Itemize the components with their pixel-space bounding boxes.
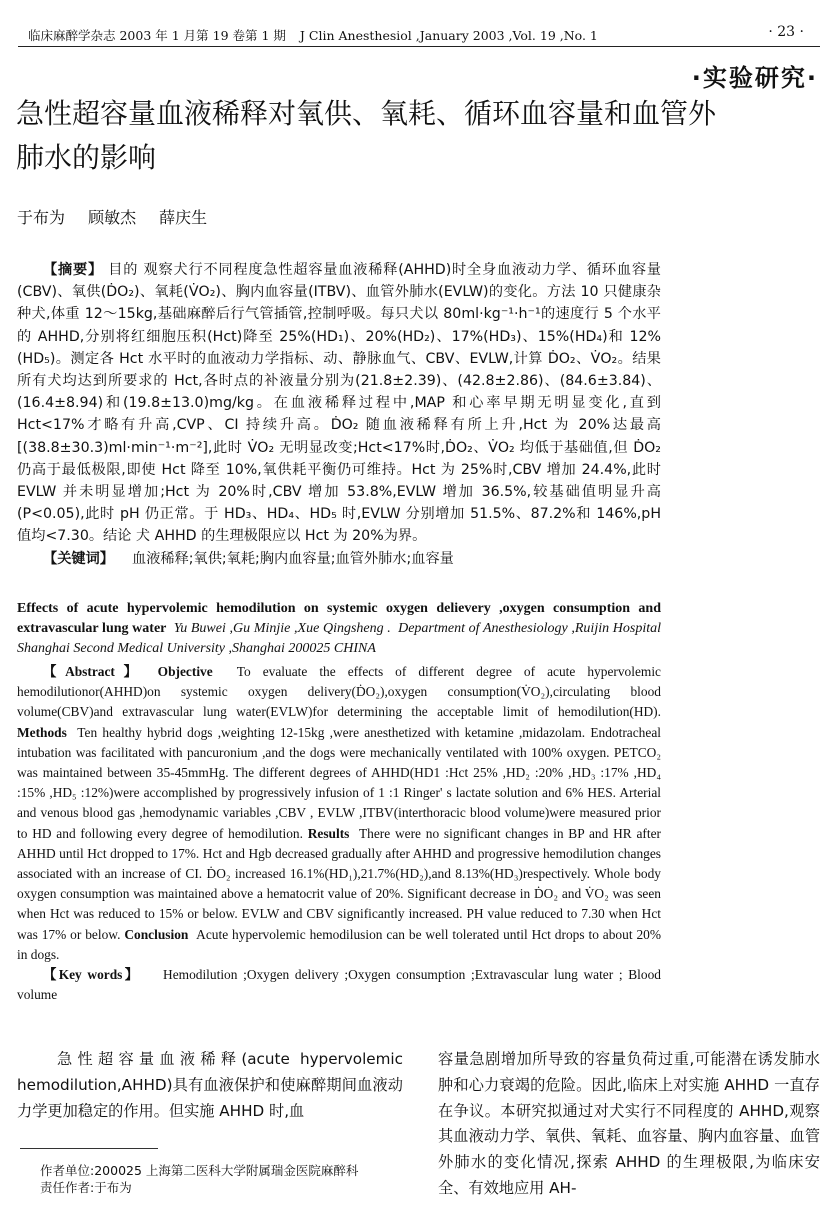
running-header	[18, 24, 820, 47]
methods-text: Ten healthy hybrid dogs ,weighting 12-15kg ,were anesthetized with ketamine ,midazolam. Endotracheal intubation was facilitated with pancuronium ,and the dogs were mechanically ventilated with 100% oxygen. PETCO₂ was maintained between 35-45mmHg. The different degrees of AHHD(HD1 :Hct 25% ,HD₂ :20% ,HD₃ :17% ,HD₄ :15% ,HD₅ :12%)were accomplished by progressively infusion of 1 :1 Ringer' s lactate solution and 6% HES. Arterial and venous blood gas ,hemodynamic variables ,CBV , EVLW ,ITBV(interthoracic blood volume)were measured prior to HD and following every degree of hemodilution.	[17, 724, 661, 841]
chinese-abstract	[17, 259, 661, 570]
footnote	[40, 1162, 358, 1196]
objective-text: To evaluate the effects of different degree of acute hypervolemic hemodilutionor(AHHD)on systemic oxygen delivery(ḊO₂),oxygen consumption(V̇O₂),circulating blood volume(CBV)and extravascular lung water(EVLW)for determining the acceptable limit of hemodilution(HD).	[17, 664, 661, 720]
cn-abstract-paragraph	[17, 259, 661, 548]
body-text-right-column: 容量急剧增加所导致的容量负荷过重,可能潜在诱发肺水肿和心力衰竭的危险。因此,临床上对实施 AHHD 一直存在争议。本研究拟通过对犬实行不同程度的 AHHD,观察其血液动力学、氧供、氧耗、血容量、胸内血容量、血管外肺水的变化情况,探索 AHHD 的生理极限,为临床安全、有效地应用 AH-	[438, 1050, 820, 1197]
english-title: Effects of acute hypervolemic hemodilution on systemic oxygen delievery ,oxygen consumption and extravascular lung water	[17, 601, 661, 636]
english-title-block	[17, 599, 661, 659]
en-keywords	[17, 965, 661, 1005]
cn-keywords-label: 【关键词】	[43, 550, 114, 567]
objective-label: Objective	[157, 664, 213, 679]
methods-label: Methods	[17, 724, 67, 740]
article-title: 急性超容量血液稀释对氧供、氧耗、循环血容量和血管外肺水的影响	[16, 97, 717, 174]
journal-en: J Clin Anesthesiol ,January 2003 ,Vol. 19 ,No. 1	[299, 28, 598, 43]
page-number: · 23 ·	[768, 24, 804, 40]
en-keywords-text: Hemodilution ;Oxygen delivery ;Oxygen consumption ;Extravascular lung water ; Blood volume	[17, 967, 661, 1003]
english-abstract	[17, 662, 661, 1005]
journal-citation	[28, 26, 612, 44]
body-text-left-column: 急性超容量血液稀释(acute hypervolemic hemodilution,AHHD)具有血液保护和使麻醉期间血液动力学更加稳定的作用。但实施 AHHD 时,血	[17, 1050, 403, 1120]
section-label: ·实验研究·	[691, 64, 818, 92]
cn-keywords	[17, 548, 661, 570]
footnote-corresponding: 责任作者:于布为	[40, 1180, 132, 1195]
en-abstract-label: 【Abstract】	[43, 664, 146, 679]
results-label: Results	[307, 825, 350, 841]
conclusion-text: Acute hypervolemic hemodilusion can be well tolerated until Hct drops to about 20% in dogs.	[17, 926, 661, 962]
cn-abstract-text: 目的 观察犬行不同程度急性超容量血液稀释(AHHD)时全身血液动力学、循环血容量(CBV)、氧供(ḊO₂)、氧耗(V̇O₂)、胸内血容量(ITBV)、血管外肺水(EVLW)的变化。方法 10 只健康杂种犬,体重 12～15kg,基础麻醉后行气管插管,控制呼吸。每只犬以 80ml·kg⁻¹·h⁻¹的速度行 5 个水平的 AHHD,分别将红细胞压积(Hct)降至 25%(HD₁)、20%(HD₂)、17%(HD₃)、15%(HD₄)和 12%(HD₅)。测定各 Hct 水平时的血液动力学指标、动、静脉血气、CBV、EVLW,计算 ḊO₂、V̇O₂。结果 所有犬均达到所要求的 Hct,各时点的补液量分别为(21.8±2.39)、(42.8±2.86)、(84.6±3.84)、(16.4±8.94)和(19.8±13.0)mg/kg。在血液稀释过程中,MAP 和心率早期无明显变化,直到 Hct<17%才略有升高,CVP、CI 持续升高。ḊO₂ 随血液稀释有所上升,Hct 为 20%达最高[(38.8±30.3)ml·min⁻¹·m⁻²],此时 V̇O₂ 无明显改变;Hct<17%时,ḊO₂、V̇O₂ 均低于基础值,但 ḊO₂ 仍高于最低极限,即使 Hct 降至 10%,氧供耗平衡仍可维持。Hct 为 25%时,CBV 增加 24.4%,此时 EVLW 并未明显增加;Hct 为 20%时,CBV 增加 53.8%,EVLW 增加 36.5%,较基础值明显升高(P<0.05),此时 pH 仍正常。于 HD₃、HD₄、HD₅ 时,EVLW 分别增加 51.5%、87.2%和 146%,pH 值均<7.30。结论 犬 AHHD 的生理极限应以 Hct 为 20%为界。	[17, 262, 661, 545]
en-abstract-paragraph	[17, 662, 661, 965]
results-text: There were no significant changes in BP and HR after AHHD until Hct dropped to 17%. Hct and Hgb decreased gradually after AHHD and progressive hemodilution changes associated with an increase of CI. ḊO₂ increased 16.1%(HD₁),21.7%(HD₂),and 8.13%(HD₃)respectively. Whole body oxygen consumption was maintained above a hematocrit value of 20%. Significant decrease in ḊO₂ and V̇O₂ was seen when Hct was reduced to 15% or below. EVLW and CBV significantly increased. PH value reduced to 7.30 when Hct was 17% or below.	[17, 825, 661, 942]
author-list: 于布为 顾敏杰 薛庆生	[17, 208, 208, 227]
footnote-affiliation: 作者单位:200025 上海第二医科大学附属瑞金医院麻醉科	[40, 1163, 359, 1178]
conclusion-label: Conclusion	[124, 926, 189, 942]
footnote-rule	[20, 1148, 158, 1149]
en-keywords-label: 【Key words】	[43, 967, 141, 983]
english-affiliation: Department of Anesthesiology ,Ruijin Hospital Shanghai Second Medical University ,Shanghai 200025 CHINA	[17, 621, 661, 656]
journal-cn: 临床麻醉学杂志 2003 年 1 月第 19 卷第 1 期	[28, 28, 286, 43]
english-authors: Yu Buwei ,Gu Minjie ,Xue Qingsheng .	[173, 621, 391, 636]
cn-abstract-label: 【摘要】	[43, 262, 103, 278]
cn-keywords-text: 血液稀释;氧供;氧耗;胸内血容量;血管外肺水;血容量	[132, 550, 454, 567]
